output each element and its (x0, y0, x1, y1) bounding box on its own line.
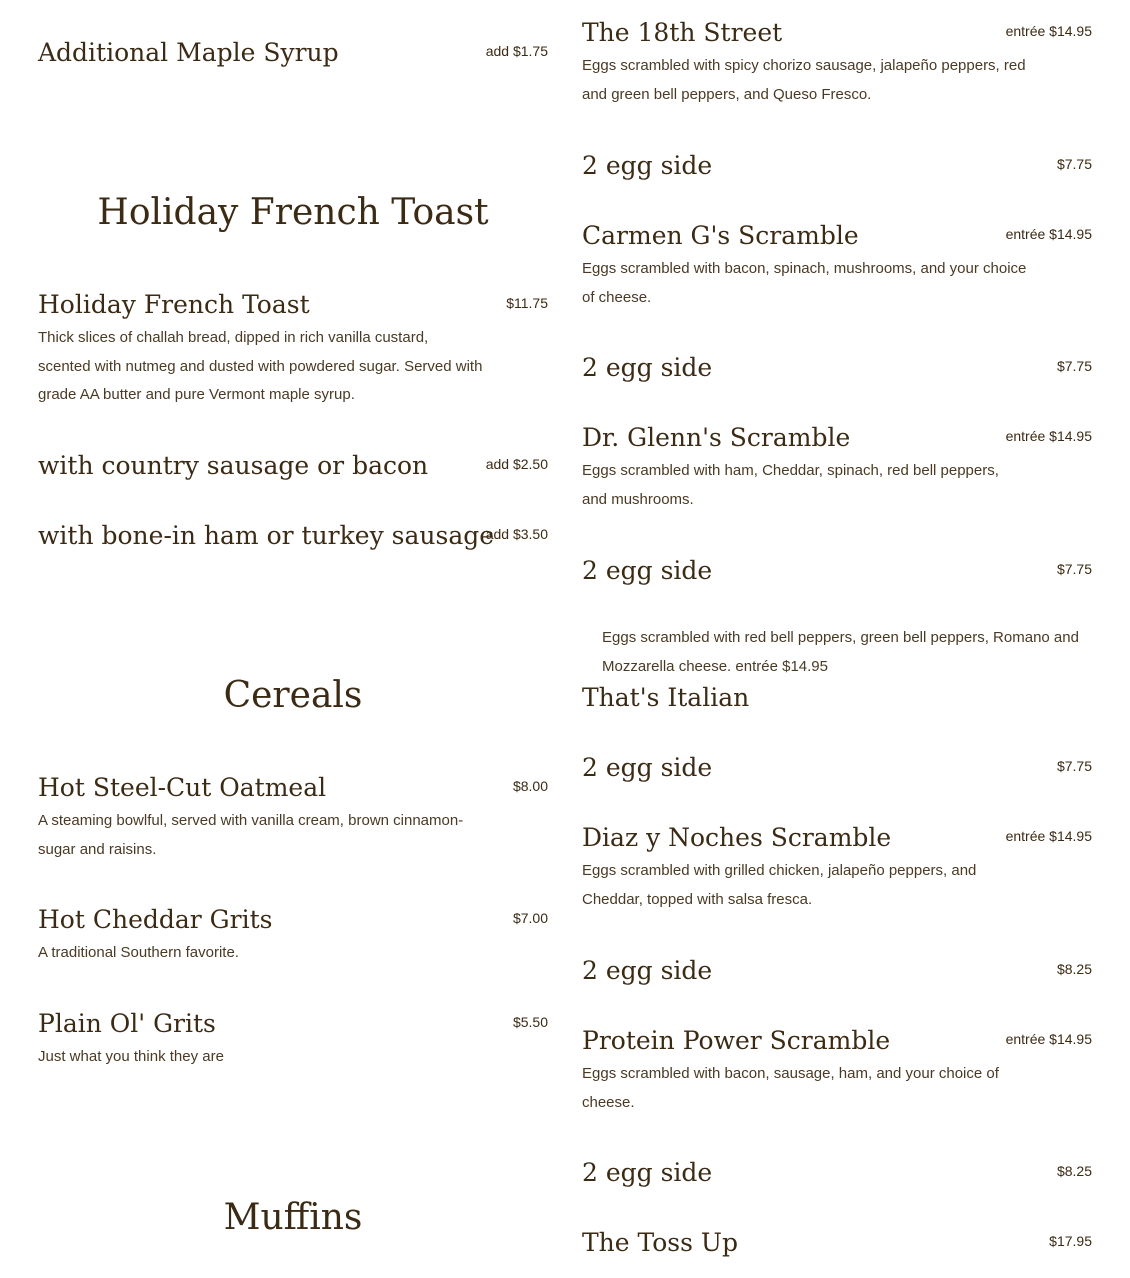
menu-item-oatmeal (38, 773, 548, 864)
item-name: 2 egg side (582, 1158, 713, 1187)
item-price: $7.75 (1056, 156, 1092, 172)
item-price: entrée $14.95 (1005, 428, 1092, 444)
item-name: Protein Power Scramble (582, 1026, 891, 1055)
item-description: A steaming bowlful, served with vanilla cream, brown cinnamon-sugar and raisins. (38, 812, 464, 858)
menu-item-ham-addon (38, 521, 548, 551)
item-price: add $1.75 (485, 43, 548, 59)
item-price: entrée $14.95 (1005, 226, 1092, 242)
item-price: $7.75 (1056, 758, 1092, 774)
item-name: 2 egg side (582, 353, 713, 382)
item-price: entrée $14.95 (1005, 1031, 1092, 1047)
item-description: Eggs scrambled with ham, Cheddar, spinach, red bell peppers, and mushrooms. (582, 462, 999, 508)
item-description: Eggs scrambled with bacon, sausage, ham, and your choice of cheese. (582, 1065, 999, 1111)
item-price: $7.00 (512, 910, 548, 926)
item-name: 2 egg side (582, 753, 713, 782)
menu-item-glenn-scramble (582, 423, 1092, 514)
item-description: Thick slices of challah bread, dipped in rich vanilla custard, scented with nutmeg and dusted with powdered sugar. Served with grade AA butter and pure Vermont maple syrup. (38, 329, 483, 403)
menu-item-additional-maple-syrup (38, 38, 548, 68)
menu-item-egg-side (582, 1158, 1092, 1188)
item-price: $17.95 (1049, 1233, 1092, 1249)
item-description: Eggs scrambled with spicy chorizo sausage, jalapeño peppers, red and green bell peppers, and Queso Fresco. (582, 57, 1026, 103)
section-heading-muffins: Muffins (223, 1197, 363, 1238)
item-price: entrée $14.95 (1005, 828, 1092, 844)
menu-item-toss-up (582, 1228, 1092, 1258)
item-price: $8.00 (512, 778, 548, 794)
menu-item-protein-power-scramble (582, 1026, 1092, 1117)
item-name: Additional Maple Syrup (38, 38, 339, 67)
item-name: Dr. Glenn's Scramble (582, 423, 851, 452)
item-description-italian: Eggs scrambled with red bell peppers, green bell peppers, Romano and Mozzarella cheese. entrée $14.95 (602, 629, 1079, 675)
menu-item-egg-side (582, 556, 1092, 586)
menu-item-egg-side (582, 151, 1092, 181)
menu-item-carmen-scramble (582, 221, 1092, 312)
item-name: Hot Cheddar Grits (38, 905, 273, 934)
item-name: Hot Steel-Cut Oatmeal (38, 773, 327, 802)
item-price: $7.75 (1056, 561, 1092, 577)
item-name: 2 egg side (582, 556, 713, 585)
menu-item-diaz-scramble (582, 823, 1092, 914)
menu-item-country-sausage-addon (38, 451, 548, 481)
item-price: add $2.50 (485, 456, 548, 472)
item-price: $5.50 (512, 1014, 548, 1030)
item-name: 2 egg side (582, 151, 713, 180)
item-price: entrée $14.95 (1005, 23, 1092, 39)
menu-item-cheddar-grits (38, 905, 548, 968)
menu-item-egg-side (582, 956, 1092, 986)
item-description: Just what you think they are (38, 1048, 224, 1065)
item-price: $8.25 (1056, 961, 1092, 977)
section-heading-holiday-french-toast: Holiday French Toast (97, 192, 489, 233)
item-price: add $3.50 (485, 526, 548, 542)
item-name: with bone-in ham or turkey sausage (38, 521, 495, 550)
item-price: $8.25 (1056, 1163, 1092, 1179)
menu-item-18th-street (582, 18, 1092, 109)
item-price: $7.75 (1056, 358, 1092, 374)
item-name: Diaz y Noches Scramble (582, 823, 892, 852)
item-name: 2 egg side (582, 956, 713, 985)
item-description: Eggs scrambled with grilled chicken, jalapeño peppers, and Cheddar, topped with salsa fresca. (582, 862, 977, 908)
item-name: with country sausage or bacon (38, 451, 429, 480)
section-heading-cereals: Cereals (223, 675, 363, 716)
menu-item-plain-grits (38, 1009, 548, 1072)
menu-item-thats-italian (582, 683, 1092, 713)
item-price: $11.75 (506, 295, 548, 311)
item-name: Plain Ol' Grits (38, 1009, 216, 1038)
item-name: That's Italian (582, 683, 750, 712)
menu-item-holiday-french-toast (38, 290, 548, 410)
menu-item-egg-side (582, 353, 1092, 383)
item-name: Holiday French Toast (38, 290, 310, 319)
item-description: Eggs scrambled with bacon, spinach, mushrooms, and your choice of cheese. (582, 260, 1027, 306)
item-name: The 18th Street (582, 18, 783, 47)
item-description: A traditional Southern favorite. (38, 944, 239, 961)
item-name: The Toss Up (582, 1228, 738, 1257)
item-name: Carmen G's Scramble (582, 221, 859, 250)
menu-item-egg-side (582, 753, 1092, 783)
